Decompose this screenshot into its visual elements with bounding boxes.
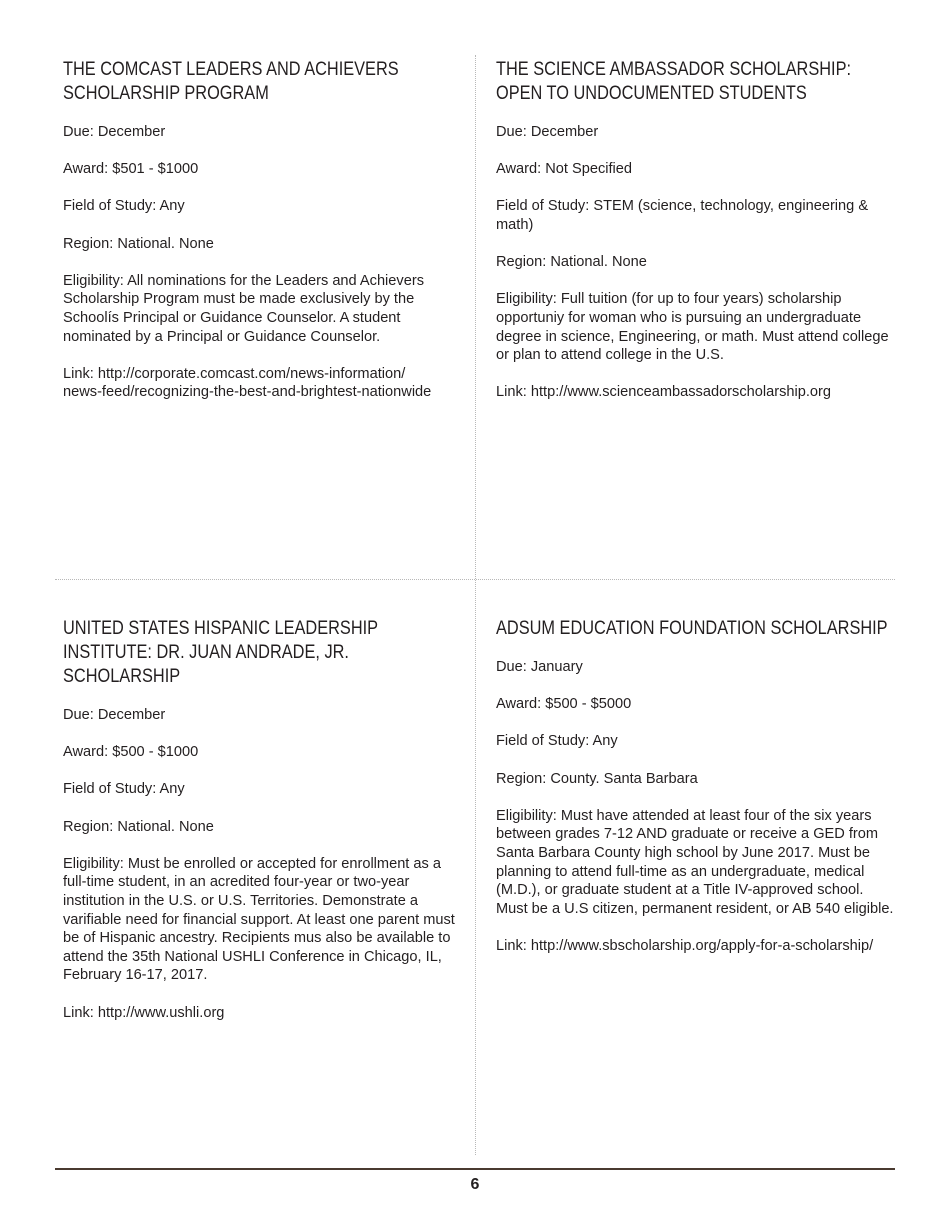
eligibility: Eligibility: All nominations for the Leaders and Achievers Scholarship Program must be made exclusively by the Schoolís Principal or Guidance Counselor. A student nominated by a Principal or Guidance Counselor. — [63, 272, 424, 345]
link-line-2[interactable]: news-feed/recognizing-the-best-and-brightest-nationwide — [63, 384, 432, 401]
due-date: Due: December — [63, 707, 166, 723]
scholarship-title: UNITED STATES HISPANIC LEADERSHIP INSTITUTE: DR. JUAN ANDRADE, JR. SCHOLARSHIP — [63, 618, 378, 687]
scholarship-card-science-ambassador — [496, 58, 896, 421]
eligibility: Eligibility: Must have attended at least four of the six years between grades 7-12 AND graduate or receive a GED from Santa Barbara County high school by June 2017. Must be planning to attend full-time as an undergraduate, medical (M.D.), or graduate student at a Title IV-approved school. Must be a U.S citizen, permanent resident, or AB 540 eligible. — [496, 807, 894, 917]
award-amount: Award: Not Specified — [496, 161, 633, 178]
scholarship-title: THE COMCAST LEADERS AND ACHIEVERS SCHOLARSHIP PROGRAM — [63, 59, 399, 104]
eligibility: Eligibility: Must be enrolled or accepted for enrollment as a full-time student, in an acredited four-year or two-year institution in the U.S. or U.S. Territories. Demonstrate a varifiable need for financial support. At least one parent must be of Hispanic ancestry. Recipients mus also be available to attend the 35th National USHLI Conference in Chicago, IL, February 16-17, 2017. — [63, 855, 455, 984]
link[interactable] — [63, 365, 458, 402]
scholarship-title: ADSUM EDUCATION FOUNDATION SCHOLARSHIP — [496, 618, 888, 639]
region: Region: National. None — [496, 254, 647, 271]
field-of-study: Field of Study: Any — [63, 198, 185, 215]
eligibility: Eligibility: Full tuition (for up to four years) scholarship opportuniy for woman who is pursuing an undergraduate degree in science, Engineering, or math. Must attend college or plan to attend college in the U.S. — [496, 291, 889, 364]
due-date: Due: December — [496, 124, 599, 140]
link[interactable]: Link: http://www.scienceambassadorscholarship.org — [496, 384, 832, 401]
footer-rule — [55, 1168, 895, 1170]
scholarship-title: THE SCIENCE AMBASSADOR SCHOLARSHIP: OPEN TO UNDOCUMENTED STUDENTS — [496, 59, 852, 104]
due-date: Due: January — [496, 659, 583, 675]
horizontal-divider — [55, 579, 895, 580]
award-amount: Award: $501 - $1000 — [63, 161, 199, 178]
due-date: Due: December — [63, 124, 166, 140]
scholarship-card-comcast — [63, 58, 458, 421]
link[interactable]: Link: http://www.sbscholarship.org/apply-for-a-scholarship/ — [496, 937, 874, 954]
region: Region: County. Santa Barbara — [496, 770, 698, 787]
page-number: 6 — [470, 1176, 480, 1193]
field-of-study: Field of Study: Any — [63, 781, 185, 798]
scholarship-card-adsum — [496, 617, 896, 974]
link[interactable]: Link: http://www.ushli.org — [63, 1004, 225, 1021]
region: Region: National. None — [63, 818, 214, 835]
scholarship-card-ushli — [63, 617, 458, 1041]
vertical-divider — [475, 55, 476, 1155]
link-line-1[interactable]: Link: http://corporate.comcast.com/news-information/ — [63, 365, 406, 382]
award-amount: Award: $500 - $1000 — [63, 744, 199, 761]
region: Region: National. None — [63, 235, 214, 252]
field-of-study: Field of Study: Any — [496, 733, 618, 750]
field-of-study: Field of Study: STEM (science, technology, engineering & math) — [496, 198, 869, 233]
award-amount: Award: $500 - $5000 — [496, 696, 632, 713]
